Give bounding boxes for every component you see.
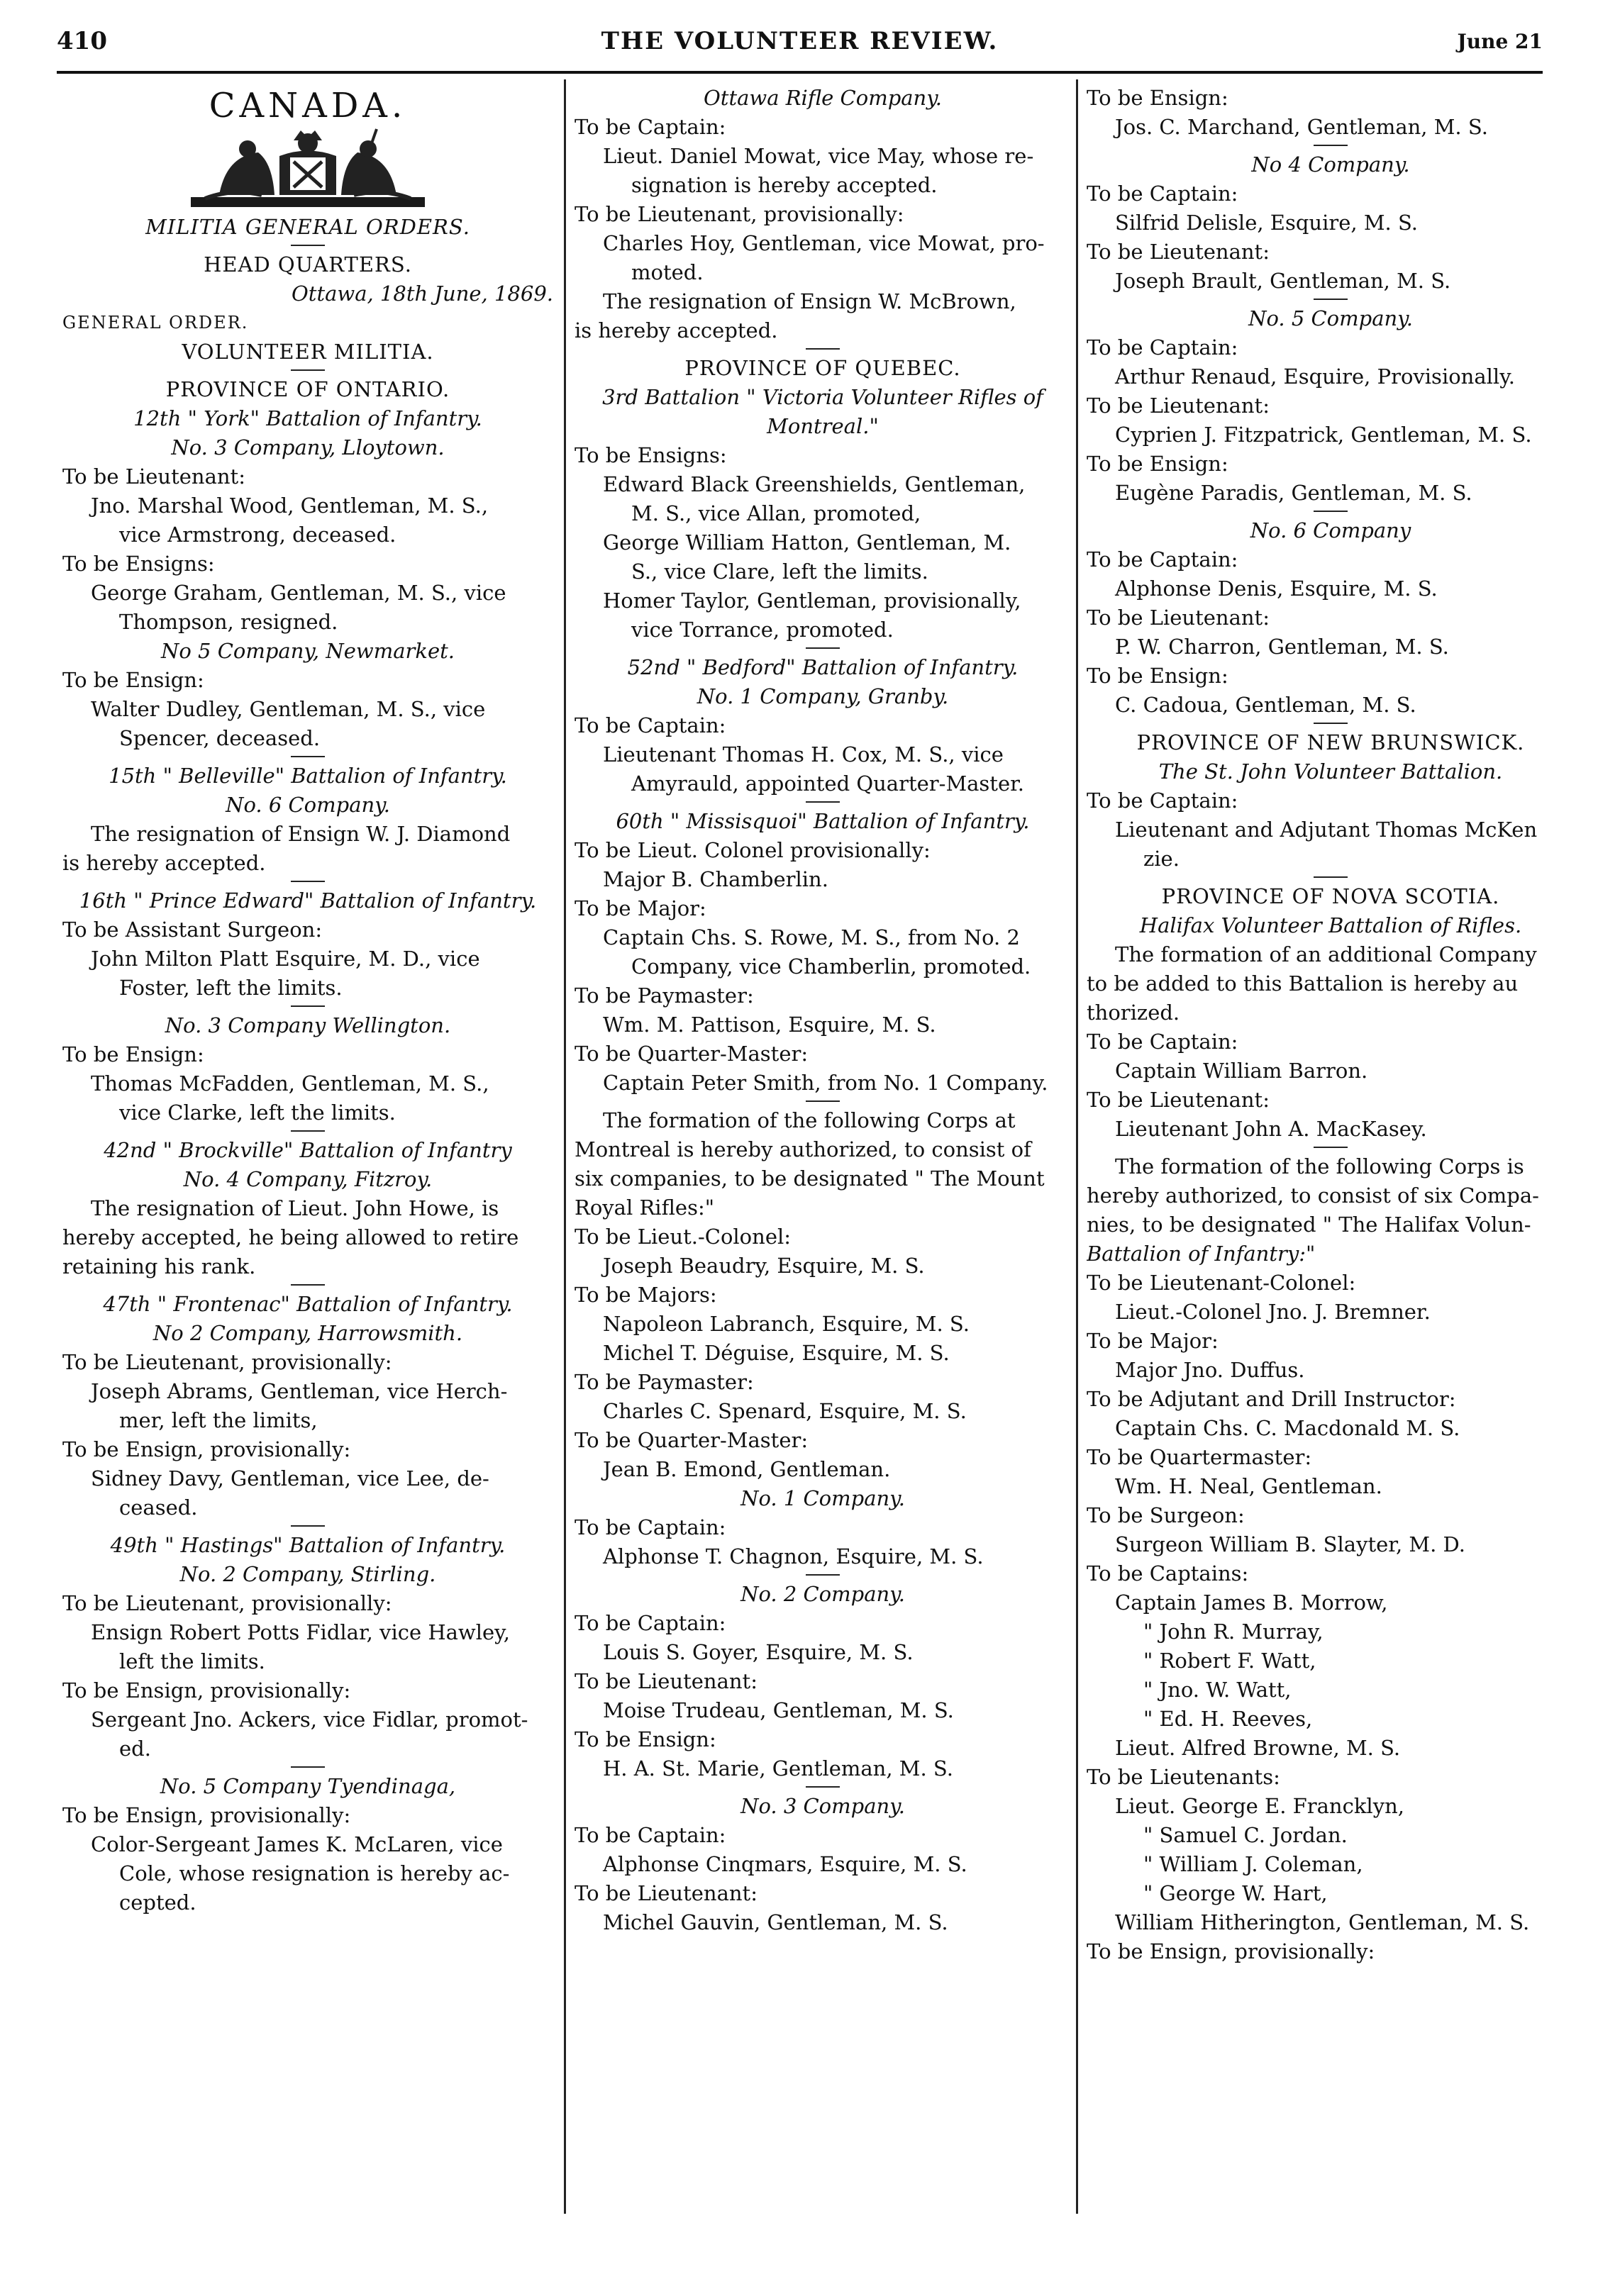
- company-heading: No 5 Company, Newmarket.: [161, 639, 455, 663]
- text-line: Eugène Paradis, Gentleman, M. S.: [1115, 481, 1472, 505]
- separator: [291, 1005, 325, 1007]
- battalion-heading: 60th " Missisquoi" Battalion of Infantry.: [616, 809, 1030, 833]
- text-line: " Samuel C. Jordan.: [1143, 1823, 1348, 1847]
- battalion-heading: 12th " York" Battalion of Infantry.: [133, 406, 482, 430]
- text-line: Captain William Barron.: [1115, 1059, 1368, 1083]
- appointment-label: To be Majors:: [575, 1283, 717, 1307]
- company-heading: No. 1 Company, Granby.: [697, 684, 949, 708]
- text-line: Lieutenant Thomas H. Cox, M. S., vice: [603, 742, 1004, 767]
- journal-title: THE VOLUNTEER REVIEW.: [601, 27, 999, 55]
- text-line: left the limits.: [119, 1649, 265, 1673]
- text-line: M. S., vice Allan, promoted,: [631, 501, 921, 525]
- text-line: George William Hatton, Gentleman, M.: [603, 530, 1011, 555]
- appointment-label: To be Ensign:: [1087, 664, 1228, 688]
- appointment-label: To be Lieutenant:: [575, 1669, 758, 1693]
- text-line: S., vice Clare, left the limits.: [631, 559, 928, 584]
- text-line: Foster, left the limits.: [119, 976, 343, 1000]
- appointment-label: To be Surgeon:: [1087, 1503, 1245, 1527]
- text-line: Thompson, resigned.: [119, 610, 338, 634]
- appointment-label: To be Lieutenant, provisionally:: [62, 1591, 392, 1615]
- battalion-heading: 15th " Belleville" Battalion of Infantry.: [109, 764, 507, 788]
- text-line: Battalion of Infantry:": [1087, 1242, 1316, 1266]
- text-line: H. A. St. Marie, Gentleman, M. S.: [603, 1756, 953, 1780]
- battalion-heading: 42nd " Brockville" Battalion of Infantry: [104, 1138, 512, 1162]
- text-line: retaining his rank.: [62, 1254, 256, 1278]
- text-line: Silfrid Delisle, Esquire, M. S.: [1115, 211, 1418, 235]
- text-line: Company, vice Chamberlin, promoted.: [631, 954, 1031, 979]
- appointment-label: To be Lieutenant:: [1087, 1088, 1270, 1112]
- text-line: Wm. H. Neal, Gentleman.: [1115, 1474, 1382, 1498]
- column-rule-1: [564, 79, 566, 2214]
- text-line: nies, to be designated " The Halifax Volun-: [1087, 1213, 1531, 1237]
- separator: [1314, 1147, 1348, 1148]
- text-line: Jos. C. Marchand, Gentleman, M. S.: [1115, 115, 1488, 139]
- column-1: [62, 84, 553, 2214]
- company-heading: No 4 Company.: [1251, 152, 1410, 177]
- battalion-heading: 16th " Prince Edward" Battalion of Infantry.: [79, 888, 537, 913]
- province-heading: PROVINCE OF NOVA SCOTIA.: [1161, 884, 1500, 908]
- appointment-label: To be Captain:: [575, 115, 726, 139]
- text-line: John Milton Platt Esquire, M. D., vice: [91, 947, 480, 971]
- appointment-label: To be Captain:: [1087, 547, 1238, 572]
- text-line: Lieut.-Colonel Jno. J. Bremner.: [1115, 1300, 1431, 1324]
- text-line: Thomas McFadden, Gentleman, M. S.,: [91, 1071, 489, 1096]
- separator: [291, 245, 325, 246]
- company-heading: No. 4 Company, Fitzroy.: [183, 1167, 433, 1191]
- text-line: " George W. Hart,: [1143, 1881, 1328, 1905]
- text-line: The resignation of Ensign W. J. Diamond: [91, 822, 511, 846]
- text-line: The formation of an additional Company: [1115, 942, 1537, 966]
- text-line: Sidney Davy, Gentleman, vice Lee, de-: [91, 1466, 489, 1490]
- appointment-label: To be Assistant Surgeon:: [62, 918, 323, 942]
- text-line: " John R. Murray,: [1143, 1620, 1324, 1644]
- company-heading: No. 6 Company.: [226, 793, 390, 817]
- section-title: MILITIA GENERAL ORDERS.: [145, 215, 470, 239]
- battalion-heading: Montreal.": [767, 414, 879, 438]
- text-line: Captain Chs. C. Macdonald M. S.: [1115, 1416, 1460, 1440]
- appointment-label: To be Adjutant and Drill Instructor:: [1087, 1387, 1456, 1411]
- text-line: cepted.: [119, 1890, 196, 1915]
- text-line: Napoleon Labranch, Esquire, M. S.: [603, 1312, 970, 1336]
- company-heading: No. 1 Company.: [740, 1486, 905, 1510]
- text-line: Major B. Chamberlin.: [603, 867, 828, 891]
- text-line: Jno. Marshal Wood, Gentleman, M. S.,: [91, 494, 489, 518]
- text-line: The resignation of Ensign W. McBrown,: [603, 289, 1016, 313]
- battalion-heading: 52nd " Bedford" Battalion of Infantry.: [627, 655, 1019, 679]
- appointment-label: To be Captain:: [1087, 182, 1238, 206]
- dateline: Ottawa, 18th June, 1869.: [292, 282, 553, 306]
- text-line: Walter Dudley, Gentleman, M. S., vice: [91, 697, 486, 721]
- appointment-label: To be Captain:: [575, 713, 726, 737]
- separator: [291, 881, 325, 882]
- company-heading: No. 3 Company Wellington.: [165, 1013, 451, 1037]
- appointment-label: To be Paymaster:: [575, 1370, 754, 1394]
- heading: HEAD QUARTERS.: [204, 252, 412, 277]
- separator: [291, 1766, 325, 1768]
- company-heading: No. 3 Company, Lloytown.: [171, 435, 445, 459]
- text-line: Louis S. Goyer, Esquire, M. S.: [603, 1640, 914, 1664]
- separator: [291, 1284, 325, 1286]
- appointment-label: To be Major:: [1087, 1329, 1219, 1353]
- column-2: [575, 84, 1071, 2214]
- appointment-label: To be Lieut.-Colonel:: [575, 1225, 792, 1249]
- text-line: to be added to this Battalion is hereby au: [1087, 971, 1519, 996]
- appointment-label: To be Lieut. Colonel provisionally:: [575, 838, 931, 862]
- text-line: Michel T. Déguise, Esquire, M. S.: [603, 1341, 950, 1365]
- text-line: Michel Gauvin, Gentleman, M. S.: [603, 1910, 948, 1934]
- text-line: Captain James B. Morrow,: [1115, 1590, 1388, 1615]
- text-line: Surgeon William B. Slayter, M. D.: [1115, 1532, 1465, 1556]
- page-number: 410: [57, 27, 107, 55]
- appointment-label: To be Quartermaster:: [1087, 1445, 1312, 1469]
- text-line: William Hitherington, Gentleman, M. S.: [1115, 1910, 1530, 1934]
- appointment-label: To be Ensign, provisionally:: [62, 1437, 351, 1461]
- appointment-label: To be Major:: [575, 896, 706, 920]
- text-line: Moise Trudeau, Gentleman, M. S.: [603, 1698, 954, 1722]
- text-line: Lieutenant and Adjutant Thomas McKen: [1115, 818, 1538, 842]
- text-line: moted.: [631, 260, 704, 284]
- appointment-label: To be Lieutenant:: [1087, 394, 1270, 418]
- text-line: Color-Sergeant James K. McLaren, vice: [91, 1832, 503, 1856]
- company-heading: No. 2 Company, Stirling.: [179, 1562, 436, 1586]
- company-heading: No 2 Company, Harrowsmith.: [152, 1321, 463, 1345]
- text-line: Lieut. Daniel Mowat, vice May, whose re-: [603, 144, 1034, 168]
- text-line: Wm. M. Pattison, Esquire, M. S.: [603, 1013, 936, 1037]
- text-line: Captain Chs. S. Rowe, M. S., from No. 2: [603, 925, 1020, 949]
- appointment-label: To be Ensigns:: [575, 443, 727, 467]
- appointment-label: To be Captain:: [1087, 335, 1238, 360]
- royal-arms-crest: [62, 128, 553, 213]
- text-line: Royal Rifles:": [575, 1196, 715, 1220]
- text-line: ceased.: [119, 1495, 198, 1520]
- text-line: C. Cadoua, Gentleman, M. S.: [1115, 693, 1416, 717]
- text-line: vice Torrance, promoted.: [631, 618, 894, 642]
- appointment-label: To be Captain:: [1087, 788, 1238, 813]
- appointment-label: To be Quarter-Master:: [575, 1428, 809, 1452]
- appointment-label: To be Ensign:: [575, 1727, 716, 1751]
- separator: [806, 801, 840, 803]
- text-line: George Graham, Gentleman, M. S., vice: [91, 581, 506, 605]
- text-line: P. W. Charron, Gentleman, M. S.: [1115, 635, 1449, 659]
- text-line: " Robert F. Watt,: [1143, 1649, 1316, 1673]
- text-line: Alphonse T. Chagnon, Esquire, M. S.: [603, 1544, 984, 1568]
- text-line: Lieutenant John A. MacKasey.: [1115, 1117, 1427, 1141]
- text-line: hereby authorized, to consist of six Compa-: [1087, 1183, 1539, 1208]
- text-line: Lieut. Alfred Browne, M. S.: [1115, 1736, 1401, 1760]
- text-line: " Ed. H. Reeves,: [1143, 1707, 1313, 1731]
- separator: [1314, 145, 1348, 146]
- appointment-label: To be Paymaster:: [575, 983, 754, 1008]
- text-line: Edward Black Greenshields, Gentleman,: [603, 472, 1026, 496]
- appointment-label: To be Ensign:: [62, 668, 204, 692]
- text-line: six companies, to be designated " The Mount: [575, 1166, 1045, 1191]
- text-line: Charles Hoy, Gentleman, vice Mowat, pro-: [603, 231, 1045, 255]
- appointment-label: To be Captain:: [575, 1823, 726, 1847]
- text-line: Montreal is hereby authorized, to consist of: [575, 1137, 1031, 1161]
- text-line: Ensign Robert Potts Fidlar, vice Hawley,: [91, 1620, 510, 1644]
- separator: [1314, 876, 1348, 878]
- coat-of-arms-icon: [191, 128, 425, 209]
- appointment-label: To be Captain:: [575, 1611, 726, 1635]
- text-line: Jean B. Emond, Gentleman.: [603, 1457, 891, 1481]
- text-line: Amyrauld, appointed Quarter-Master.: [631, 771, 1025, 796]
- separator: [291, 756, 325, 757]
- province-heading: PROVINCE OF ONTARIO.: [165, 377, 450, 401]
- column-3: [1087, 84, 1575, 2214]
- appointment-label: To be Ensign:: [1087, 452, 1228, 476]
- page-header: [57, 27, 1543, 62]
- separator: [1314, 723, 1348, 724]
- text-line: ed.: [119, 1737, 151, 1761]
- province-heading: PROVINCE OF QUEBEC.: [684, 356, 961, 380]
- separator: [1314, 511, 1348, 512]
- text-line: Alphonse Denis, Esquire, M. S.: [1115, 576, 1438, 601]
- text-line: Major Jno. Duffus.: [1115, 1358, 1305, 1382]
- appointment-label: To be Captain:: [1087, 1030, 1238, 1054]
- canada-heading: CANADA.: [209, 86, 407, 126]
- appointment-label: To be Lieutenant:: [1087, 606, 1270, 630]
- order-label: GENERAL ORDER.: [62, 313, 249, 333]
- text-line: vice Clarke, left the limits.: [119, 1100, 396, 1125]
- separator: [806, 348, 840, 350]
- appointment-label: To be Ensign:: [1087, 86, 1228, 110]
- separator: [291, 1130, 325, 1132]
- issue-date: June 21: [1457, 30, 1543, 53]
- appointment-label: To be Lieutenant-Colonel:: [1087, 1271, 1356, 1295]
- separator: [1314, 299, 1348, 300]
- text-line: Alphonse Cinqmars, Esquire, M. S.: [603, 1852, 967, 1876]
- appointment-label: To be Captain:: [575, 1515, 726, 1539]
- appointment-label: To be Lieutenant:: [1087, 240, 1270, 264]
- appointment-label: To be Captains:: [1087, 1561, 1249, 1586]
- appointment-label: To be Ensigns:: [62, 552, 215, 576]
- text-line: Captain Peter Smith, from No. 1 Company.: [603, 1071, 1048, 1095]
- separator: [806, 1574, 840, 1576]
- appointment-label: To be Lieutenants:: [1087, 1765, 1280, 1789]
- company-heading: No. 6 Company: [1250, 518, 1411, 542]
- separator: [291, 1525, 325, 1527]
- header-rule: [57, 71, 1543, 74]
- battalion-heading: The St. John Volunteer Battalion.: [1158, 759, 1503, 784]
- text-line: Lieut. George E. Francklyn,: [1115, 1794, 1404, 1818]
- province-heading: PROVINCE OF NEW BRUNSWICK.: [1136, 730, 1525, 754]
- text-line: zie.: [1143, 847, 1180, 871]
- text-line: Charles C. Spenard, Esquire, M. S.: [603, 1399, 967, 1423]
- appointment-label: To be Ensign:: [62, 1042, 204, 1066]
- text-line: The formation of the following Corps is: [1115, 1154, 1524, 1178]
- battalion-heading: 3rd Battalion " Victoria Volunteer Rifles of: [602, 385, 1043, 409]
- battalion-heading: 49th " Hastings" Battalion of Infantry.: [110, 1533, 506, 1557]
- text-line: Spencer, deceased.: [119, 726, 321, 750]
- appointment-label: To be Ensign, provisionally:: [1087, 1939, 1375, 1963]
- company-heading: No. 5 Company.: [1248, 306, 1413, 330]
- separator: [806, 1786, 840, 1788]
- appointment-label: To be Lieutenant, provisionally:: [575, 202, 904, 226]
- separator: [806, 647, 840, 649]
- text-line: hereby accepted, he being allowed to retire: [62, 1225, 519, 1249]
- appointment-label: To be Lieutenant:: [575, 1881, 758, 1905]
- appointment-label: To be Lieutenant:: [62, 464, 245, 489]
- appointment-label: To be Ensign, provisionally:: [62, 1803, 351, 1827]
- text-line: thorized.: [1087, 1001, 1180, 1025]
- separator: [291, 369, 325, 371]
- appointment-label: To be Lieutenant, provisionally:: [62, 1350, 392, 1374]
- company-heading: No. 5 Company Tyendinaga,: [160, 1774, 456, 1798]
- text-line: signation is hereby accepted.: [631, 173, 938, 197]
- text-line: Arthur Renaud, Esquire, Provisionally.: [1115, 364, 1515, 389]
- column-rule-2: [1076, 79, 1078, 2214]
- text-line: The formation of the following Corps at: [603, 1108, 1016, 1132]
- text-line: vice Armstrong, deceased.: [119, 523, 396, 547]
- company-heading: No. 2 Company.: [740, 1582, 905, 1606]
- text-line: is hereby accepted.: [575, 318, 778, 342]
- text-line: Joseph Brault, Gentleman, M. S.: [1115, 269, 1451, 293]
- text-line: Joseph Abrams, Gentleman, vice Herch-: [91, 1379, 508, 1403]
- appointment-label: To be Quarter-Master:: [575, 1042, 809, 1066]
- text-line: is hereby accepted.: [62, 851, 266, 875]
- text-line: " William J. Coleman,: [1143, 1852, 1363, 1876]
- text-line: Homer Taylor, Gentleman, provisionally,: [603, 589, 1021, 613]
- text-line: mer, left the limits,: [119, 1408, 318, 1432]
- text-line: Cole, whose resignation is hereby ac-: [119, 1861, 510, 1885]
- text-line: The resignation of Lieut. John Howe, is: [91, 1196, 499, 1220]
- appointment-label: To be Ensign, provisionally:: [62, 1678, 351, 1703]
- separator: [806, 1100, 840, 1102]
- battalion-heading: 47th " Frontenac" Battalion of Infantry.: [103, 1292, 513, 1316]
- heading: VOLUNTEER MILITIA.: [182, 340, 434, 364]
- text-line: Cyprien J. Fitzpatrick, Gentleman, M. S.: [1115, 423, 1532, 447]
- company-heading: No. 3 Company.: [740, 1794, 905, 1818]
- text-line: " Jno. W. Watt,: [1143, 1678, 1292, 1702]
- company-heading: Ottawa Rifle Company.: [704, 86, 942, 110]
- text-line: Sergeant Jno. Ackers, vice Fidlar, promot-: [91, 1707, 528, 1732]
- text-line: Joseph Beaudry, Esquire, M. S.: [603, 1254, 925, 1278]
- battalion-heading: Halifax Volunteer Battalion of Rifles.: [1139, 913, 1522, 937]
